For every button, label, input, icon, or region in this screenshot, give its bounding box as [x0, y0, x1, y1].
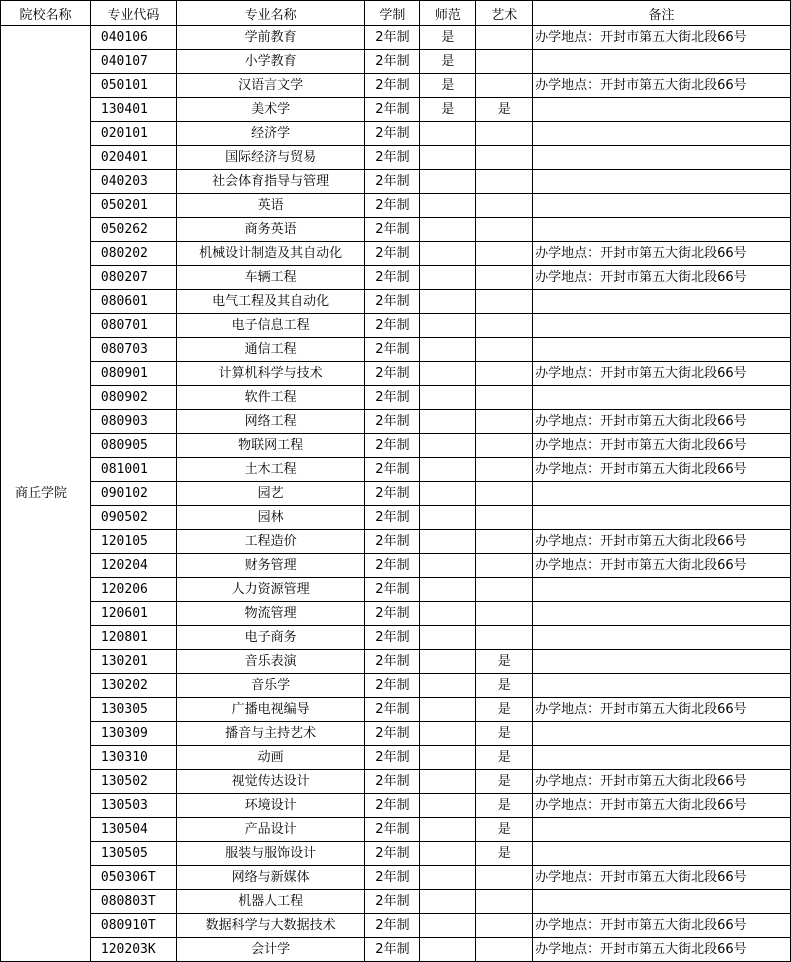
code-cell: 020401 — [90, 146, 176, 170]
table-row — [1, 362, 791, 386]
table-row — [1, 434, 791, 458]
art-flag-cell: 是 — [476, 650, 533, 674]
table-row — [1, 914, 791, 938]
major-name-cell: 软件工程 — [176, 386, 365, 410]
code-cell: 080202 — [90, 242, 176, 266]
major-name-cell: 通信工程 — [176, 338, 365, 362]
normal-flag-cell — [420, 530, 476, 554]
normal-flag-cell — [420, 458, 476, 482]
art-flag-cell — [476, 122, 533, 146]
duration-cell: 2年制 — [365, 194, 420, 218]
code-cell: 050262 — [90, 218, 176, 242]
table-row — [1, 722, 791, 746]
table-row — [1, 26, 791, 50]
table-body — [1, 26, 791, 962]
normal-flag-cell — [420, 674, 476, 698]
major-name-cell: 机器人工程 — [176, 890, 365, 914]
note-cell — [533, 722, 791, 746]
normal-flag-cell — [420, 170, 476, 194]
art-flag-cell — [476, 242, 533, 266]
table-row — [1, 146, 791, 170]
code-cell: 050101 — [90, 74, 176, 98]
duration-cell: 2年制 — [365, 290, 420, 314]
table-row — [1, 242, 791, 266]
code-cell: 050306T — [90, 866, 176, 890]
duration-cell: 2年制 — [365, 170, 420, 194]
duration-cell: 2年制 — [365, 722, 420, 746]
duration-cell: 2年制 — [365, 746, 420, 770]
art-flag-cell — [476, 458, 533, 482]
code-cell: 130504 — [90, 818, 176, 842]
duration-cell: 2年制 — [365, 578, 420, 602]
major-name-cell: 视觉传达设计 — [176, 770, 365, 794]
code-cell: 040203 — [90, 170, 176, 194]
normal-flag-cell: 是 — [420, 26, 476, 50]
code-cell: 120206 — [90, 578, 176, 602]
duration-cell: 2年制 — [365, 650, 420, 674]
note-cell: 办学地点：开封市第五大街北段66号 — [533, 74, 791, 98]
table-row — [1, 338, 791, 362]
duration-cell: 2年制 — [365, 674, 420, 698]
art-flag-cell — [476, 506, 533, 530]
note-cell — [533, 626, 791, 650]
note-cell — [533, 818, 791, 842]
major-name-cell: 音乐学 — [176, 674, 365, 698]
duration-cell: 2年制 — [365, 314, 420, 338]
note-cell — [533, 650, 791, 674]
table-row — [1, 746, 791, 770]
header-note: 备注 — [533, 1, 791, 26]
art-flag-cell: 是 — [476, 746, 533, 770]
duration-cell: 2年制 — [365, 914, 420, 938]
art-flag-cell — [476, 218, 533, 242]
major-name-cell: 土木工程 — [176, 458, 365, 482]
code-cell: 130309 — [90, 722, 176, 746]
duration-cell: 2年制 — [365, 218, 420, 242]
note-cell: 办学地点：开封市第五大街北段66号 — [533, 770, 791, 794]
code-cell: 130201 — [90, 650, 176, 674]
table-row — [1, 650, 791, 674]
duration-cell: 2年制 — [365, 530, 420, 554]
school-name-cell: 商丘学院 — [1, 26, 91, 962]
art-flag-cell — [476, 578, 533, 602]
art-flag-cell: 是 — [476, 98, 533, 122]
duration-cell: 2年制 — [365, 338, 420, 362]
art-flag-cell — [476, 938, 533, 962]
major-name-cell: 园林 — [176, 506, 365, 530]
note-cell — [533, 578, 791, 602]
duration-cell: 2年制 — [365, 50, 420, 74]
art-flag-cell — [476, 50, 533, 74]
major-name-cell: 物联网工程 — [176, 434, 365, 458]
art-flag-cell — [476, 338, 533, 362]
header-school: 院校名称 — [1, 1, 91, 26]
code-cell: 130503 — [90, 794, 176, 818]
normal-flag-cell — [420, 290, 476, 314]
normal-flag-cell — [420, 266, 476, 290]
duration-cell: 2年制 — [365, 410, 420, 434]
code-cell: 090102 — [90, 482, 176, 506]
code-cell: 080601 — [90, 290, 176, 314]
table-row — [1, 170, 791, 194]
normal-flag-cell — [420, 890, 476, 914]
duration-cell: 2年制 — [365, 794, 420, 818]
art-flag-cell: 是 — [476, 770, 533, 794]
art-flag-cell: 是 — [476, 818, 533, 842]
major-name-cell: 播音与主持艺术 — [176, 722, 365, 746]
major-name-cell: 学前教育 — [176, 26, 365, 50]
major-name-cell: 工程造价 — [176, 530, 365, 554]
note-cell — [533, 290, 791, 314]
table-row — [1, 938, 791, 962]
major-name-cell: 会计学 — [176, 938, 365, 962]
major-name-cell: 动画 — [176, 746, 365, 770]
normal-flag-cell — [420, 770, 476, 794]
normal-flag-cell — [420, 482, 476, 506]
note-cell: 办学地点：开封市第五大街北段66号 — [533, 434, 791, 458]
table-row — [1, 314, 791, 338]
header-major-name: 专业名称 — [176, 1, 365, 26]
art-flag-cell — [476, 866, 533, 890]
note-cell — [533, 482, 791, 506]
major-name-cell: 车辆工程 — [176, 266, 365, 290]
note-cell: 办学地点：开封市第五大街北段66号 — [533, 242, 791, 266]
table-row — [1, 578, 791, 602]
table-row — [1, 410, 791, 434]
normal-flag-cell — [420, 362, 476, 386]
normal-flag-cell — [420, 818, 476, 842]
normal-flag-cell — [420, 746, 476, 770]
table-row — [1, 482, 791, 506]
table-row — [1, 674, 791, 698]
duration-cell: 2年制 — [365, 890, 420, 914]
duration-cell: 2年制 — [365, 818, 420, 842]
table-row — [1, 506, 791, 530]
duration-cell: 2年制 — [365, 26, 420, 50]
art-flag-cell — [476, 890, 533, 914]
major-name-cell: 物流管理 — [176, 602, 365, 626]
table-row — [1, 74, 791, 98]
normal-flag-cell — [420, 242, 476, 266]
normal-flag-cell — [420, 794, 476, 818]
header-code: 专业代码 — [90, 1, 176, 26]
major-name-cell: 国际经济与贸易 — [176, 146, 365, 170]
code-cell: 080905 — [90, 434, 176, 458]
code-cell: 040106 — [90, 26, 176, 50]
note-cell: 办学地点：开封市第五大街北段66号 — [533, 938, 791, 962]
duration-cell: 2年制 — [365, 626, 420, 650]
note-cell: 办学地点：开封市第五大街北段66号 — [533, 554, 791, 578]
art-flag-cell — [476, 554, 533, 578]
note-cell — [533, 506, 791, 530]
table-row — [1, 530, 791, 554]
note-cell — [533, 890, 791, 914]
note-cell: 办学地点：开封市第五大街北段66号 — [533, 914, 791, 938]
normal-flag-cell — [420, 122, 476, 146]
note-cell — [533, 674, 791, 698]
table-row — [1, 98, 791, 122]
note-cell — [533, 50, 791, 74]
header-row — [1, 1, 791, 26]
normal-flag-cell — [420, 194, 476, 218]
code-cell: 130505 — [90, 842, 176, 866]
major-name-cell: 网络与新媒体 — [176, 866, 365, 890]
note-cell: 办学地点：开封市第五大街北段66号 — [533, 866, 791, 890]
header-duration: 学制 — [365, 1, 420, 26]
normal-flag-cell — [420, 338, 476, 362]
duration-cell: 2年制 — [365, 938, 420, 962]
major-name-cell: 环境设计 — [176, 794, 365, 818]
note-cell: 办学地点：开封市第五大街北段66号 — [533, 698, 791, 722]
duration-cell: 2年制 — [365, 434, 420, 458]
note-cell — [533, 314, 791, 338]
normal-flag-cell — [420, 386, 476, 410]
header-art: 艺术 — [476, 1, 533, 26]
art-flag-cell — [476, 914, 533, 938]
art-flag-cell — [476, 314, 533, 338]
normal-flag-cell: 是 — [420, 74, 476, 98]
major-name-cell: 美术学 — [176, 98, 365, 122]
normal-flag-cell — [420, 314, 476, 338]
art-flag-cell — [476, 146, 533, 170]
table-row — [1, 770, 791, 794]
normal-flag-cell — [420, 410, 476, 434]
major-name-cell: 网络工程 — [176, 410, 365, 434]
table-row — [1, 50, 791, 74]
code-cell: 080902 — [90, 386, 176, 410]
duration-cell: 2年制 — [365, 98, 420, 122]
code-cell: 120105 — [90, 530, 176, 554]
note-cell — [533, 194, 791, 218]
art-flag-cell — [476, 410, 533, 434]
art-flag-cell: 是 — [476, 842, 533, 866]
major-name-cell: 产品设计 — [176, 818, 365, 842]
note-cell: 办学地点：开封市第五大街北段66号 — [533, 794, 791, 818]
normal-flag-cell — [420, 626, 476, 650]
table-row — [1, 194, 791, 218]
major-name-cell: 园艺 — [176, 482, 365, 506]
duration-cell: 2年制 — [365, 386, 420, 410]
art-flag-cell — [476, 362, 533, 386]
table-row — [1, 818, 791, 842]
code-cell: 080910T — [90, 914, 176, 938]
duration-cell: 2年制 — [365, 266, 420, 290]
table-row — [1, 698, 791, 722]
normal-flag-cell: 是 — [420, 50, 476, 74]
table-row — [1, 842, 791, 866]
major-name-cell: 经济学 — [176, 122, 365, 146]
table-row — [1, 122, 791, 146]
major-name-cell: 电子信息工程 — [176, 314, 365, 338]
table-row — [1, 794, 791, 818]
major-name-cell: 数据科学与大数据技术 — [176, 914, 365, 938]
code-cell: 080903 — [90, 410, 176, 434]
normal-flag-cell — [420, 698, 476, 722]
art-flag-cell — [476, 74, 533, 98]
major-name-cell: 社会体育指导与管理 — [176, 170, 365, 194]
code-cell: 080703 — [90, 338, 176, 362]
normal-flag-cell — [420, 554, 476, 578]
table-row — [1, 386, 791, 410]
normal-flag-cell — [420, 914, 476, 938]
major-name-cell: 汉语言文学 — [176, 74, 365, 98]
note-cell — [533, 338, 791, 362]
table-row — [1, 458, 791, 482]
code-cell: 081001 — [90, 458, 176, 482]
note-cell: 办学地点：开封市第五大街北段66号 — [533, 458, 791, 482]
code-cell: 080803T — [90, 890, 176, 914]
note-cell: 办学地点：开封市第五大街北段66号 — [533, 266, 791, 290]
code-cell: 120601 — [90, 602, 176, 626]
art-flag-cell — [476, 266, 533, 290]
code-cell: 120801 — [90, 626, 176, 650]
note-cell — [533, 602, 791, 626]
normal-flag-cell — [420, 650, 476, 674]
table-row — [1, 602, 791, 626]
code-cell: 050201 — [90, 194, 176, 218]
normal-flag-cell — [420, 866, 476, 890]
code-cell: 130502 — [90, 770, 176, 794]
note-cell — [533, 218, 791, 242]
art-flag-cell: 是 — [476, 674, 533, 698]
duration-cell: 2年制 — [365, 362, 420, 386]
code-cell: 130310 — [90, 746, 176, 770]
normal-flag-cell: 是 — [420, 98, 476, 122]
major-name-cell: 商务英语 — [176, 218, 365, 242]
table-row — [1, 866, 791, 890]
art-flag-cell — [476, 26, 533, 50]
art-flag-cell — [476, 194, 533, 218]
art-flag-cell — [476, 602, 533, 626]
note-cell — [533, 146, 791, 170]
note-cell: 办学地点：开封市第五大街北段66号 — [533, 410, 791, 434]
duration-cell: 2年制 — [365, 554, 420, 578]
art-flag-cell: 是 — [476, 698, 533, 722]
normal-flag-cell — [420, 578, 476, 602]
duration-cell: 2年制 — [365, 842, 420, 866]
art-flag-cell — [476, 434, 533, 458]
duration-cell: 2年制 — [365, 146, 420, 170]
duration-cell: 2年制 — [365, 770, 420, 794]
major-name-cell: 机械设计制造及其自动化 — [176, 242, 365, 266]
normal-flag-cell — [420, 218, 476, 242]
major-name-cell: 服装与服饰设计 — [176, 842, 365, 866]
duration-cell: 2年制 — [365, 122, 420, 146]
duration-cell: 2年制 — [365, 482, 420, 506]
table-row — [1, 218, 791, 242]
major-name-cell: 小学教育 — [176, 50, 365, 74]
normal-flag-cell — [420, 722, 476, 746]
normal-flag-cell — [420, 938, 476, 962]
code-cell: 040107 — [90, 50, 176, 74]
table-row — [1, 626, 791, 650]
code-cell: 080701 — [90, 314, 176, 338]
note-cell — [533, 98, 791, 122]
duration-cell: 2年制 — [365, 74, 420, 98]
major-name-cell: 音乐表演 — [176, 650, 365, 674]
art-flag-cell — [476, 530, 533, 554]
duration-cell: 2年制 — [365, 458, 420, 482]
table-row — [1, 290, 791, 314]
code-cell: 120204 — [90, 554, 176, 578]
duration-cell: 2年制 — [365, 506, 420, 530]
note-cell — [533, 746, 791, 770]
code-cell: 130202 — [90, 674, 176, 698]
table-row — [1, 554, 791, 578]
major-name-cell: 英语 — [176, 194, 365, 218]
duration-cell: 2年制 — [365, 242, 420, 266]
art-flag-cell — [476, 482, 533, 506]
art-flag-cell — [476, 386, 533, 410]
note-cell — [533, 170, 791, 194]
major-name-cell: 广播电视编导 — [176, 698, 365, 722]
duration-cell: 2年制 — [365, 866, 420, 890]
code-cell: 130401 — [90, 98, 176, 122]
duration-cell: 2年制 — [365, 602, 420, 626]
table-row — [1, 266, 791, 290]
art-flag-cell — [476, 170, 533, 194]
art-flag-cell — [476, 626, 533, 650]
major-name-cell: 人力资源管理 — [176, 578, 365, 602]
major-name-cell: 电气工程及其自动化 — [176, 290, 365, 314]
note-cell — [533, 386, 791, 410]
header-normal: 师范 — [420, 1, 476, 26]
note-cell — [533, 122, 791, 146]
note-cell: 办学地点：开封市第五大街北段66号 — [533, 362, 791, 386]
normal-flag-cell — [420, 842, 476, 866]
duration-cell: 2年制 — [365, 698, 420, 722]
major-name-cell: 计算机科学与技术 — [176, 362, 365, 386]
code-cell: 090502 — [90, 506, 176, 530]
code-cell: 080207 — [90, 266, 176, 290]
normal-flag-cell — [420, 602, 476, 626]
note-cell — [533, 842, 791, 866]
major-name-cell: 电子商务 — [176, 626, 365, 650]
code-cell: 020101 — [90, 122, 176, 146]
code-cell: 130305 — [90, 698, 176, 722]
code-cell: 120203K — [90, 938, 176, 962]
normal-flag-cell — [420, 434, 476, 458]
art-flag-cell: 是 — [476, 794, 533, 818]
table-row — [1, 890, 791, 914]
normal-flag-cell — [420, 146, 476, 170]
normal-flag-cell — [420, 506, 476, 530]
note-cell: 办学地点：开封市第五大街北段66号 — [533, 26, 791, 50]
code-cell: 080901 — [90, 362, 176, 386]
art-flag-cell — [476, 290, 533, 314]
major-name-cell: 财务管理 — [176, 554, 365, 578]
note-cell: 办学地点：开封市第五大街北段66号 — [533, 530, 791, 554]
art-flag-cell: 是 — [476, 722, 533, 746]
